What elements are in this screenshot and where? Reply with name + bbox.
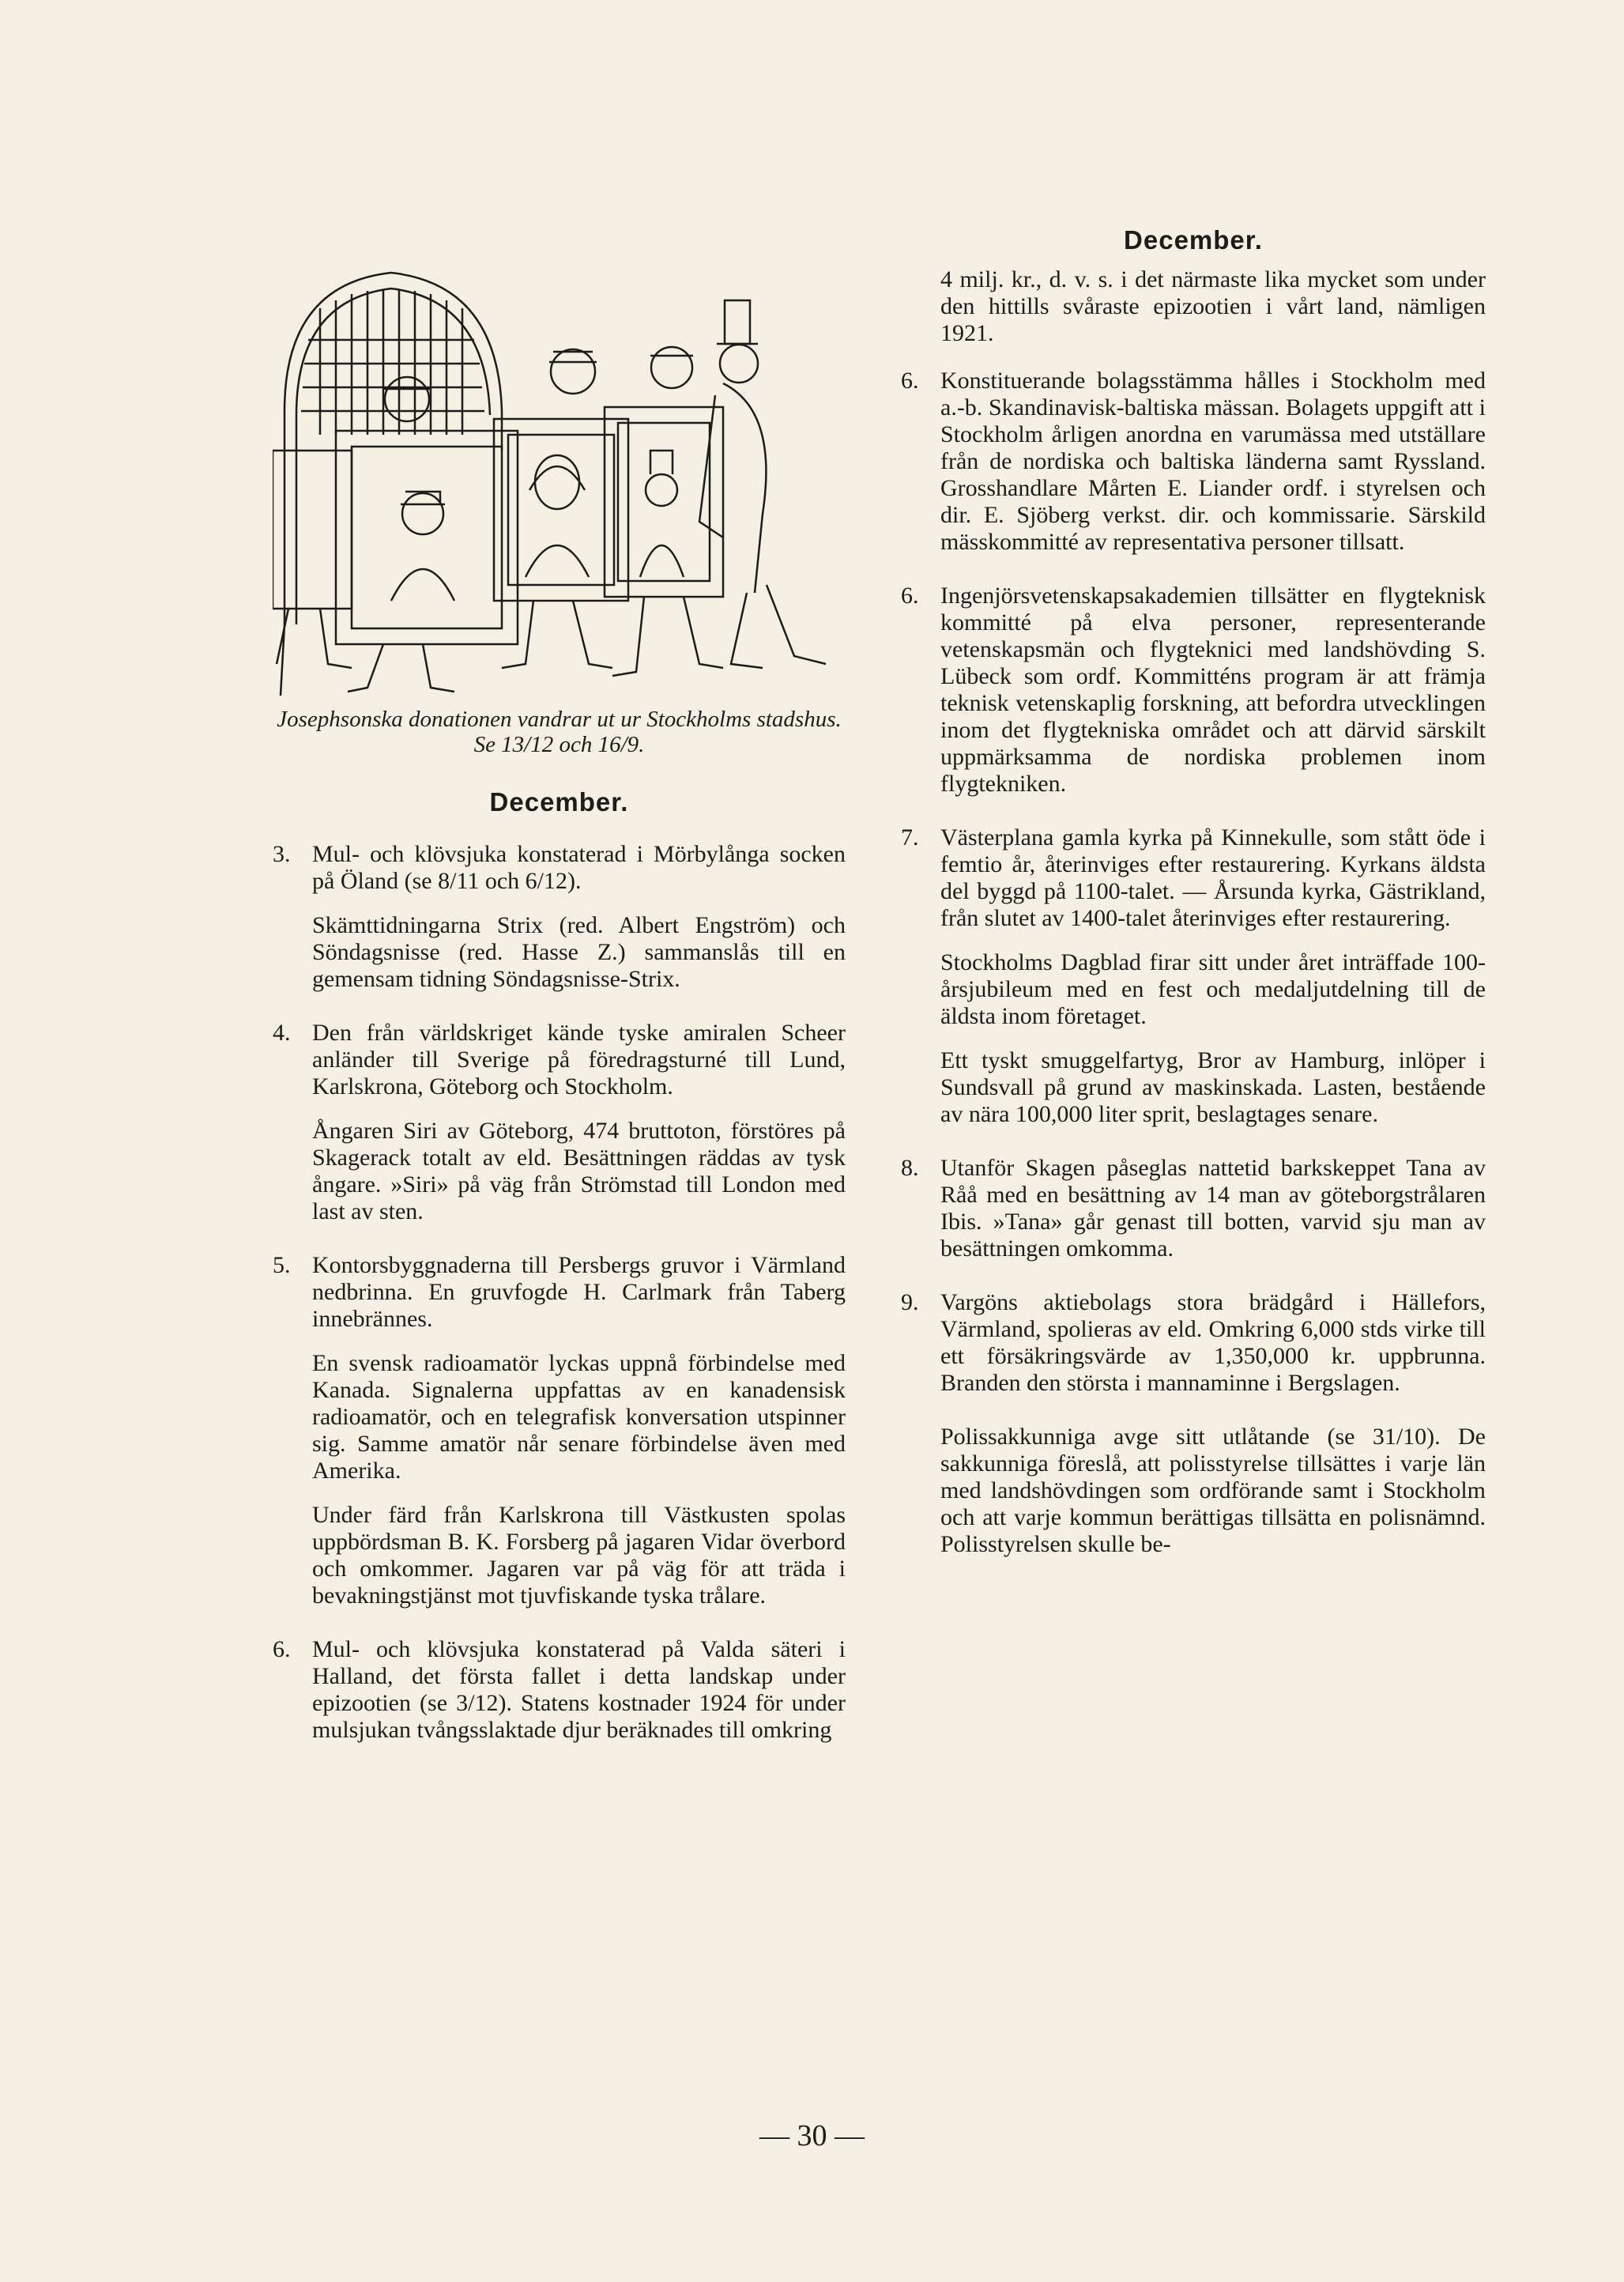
entry-number: 3. bbox=[273, 841, 291, 867]
entry-left-4 bbox=[273, 1020, 846, 1225]
entry-paragraph: Västerplana gamla kyrka på Kinnekulle, som stått öde i femtio år, återinviges efter restaurering. Kyrkans äldsta del byggd på 1100-talet. — Årsunda kyrka, Gästrikland, från slutet av 1400-talet återinviges efter restaurering. bbox=[940, 824, 1486, 931]
entry-paragraph: Vargöns aktiebolags stora brädgård i Hällefors, Värmland, spolieras av eld. Omkring 6,000 stds virke till ett försäkringsvärde av 1,350,000 kr. uppbrunna. Branden den största i mannaminne i Bergslagen. bbox=[940, 1289, 1486, 1396]
entry-number: 9. bbox=[901, 1289, 919, 1315]
entry-left-6 bbox=[273, 1636, 846, 1744]
entry-paragraph: Mul- och klövsjuka konstaterad på Valda säteri i Halland, det första fallet i detta landskap under epizootien (se 3/12). Statens kostnader 1924 för under mulsjukan tvångsslaktade djur beräknades till omkring bbox=[312, 1636, 846, 1743]
entry-number: 6. bbox=[901, 368, 919, 394]
entry-continuation bbox=[901, 266, 1486, 347]
entry-left-3 bbox=[273, 841, 846, 993]
page-number: — 30 — bbox=[759, 2119, 865, 2152]
entry-paragraph: Skämttidningarna Strix (red. Albert Engström) och Söndagsnisse (red. Hasse Z.) sammanslås till en gemensam tidning Söndagsnisse-Strix. bbox=[312, 912, 846, 992]
entry-paragraph: En svensk radioamatör lyckas uppnå förbindelse med Kanada. Signalerna uppfattas av en kanadensisk radioamatör, och en telegrafisk konversation utspinner sig. Samme amatör når senare förbindelse även med Amerika. bbox=[312, 1350, 846, 1484]
right-heading: December. bbox=[1124, 225, 1263, 255]
entry-right-6b bbox=[901, 583, 1486, 798]
entry-paragraph: Ångaren Siri av Göteborg, 474 bruttoton, förstöres på Skagerack totalt av eld. Besättningen räddas av tysk ångare. »Siri» på väg från Strömstad till London med last av sten. bbox=[312, 1118, 846, 1224]
illustration-caption: Josephsonska donationen vandrar ut ur Stockholms stadshus. Se 13/12 och 16/9. bbox=[277, 707, 842, 757]
entry-number: 4. bbox=[273, 1020, 291, 1046]
entry-paragraph: Stockholms Dagblad firar sitt under året inträffade 100-årsjubileum med en fest och medaljutdelning till de äldsta inom företaget. bbox=[940, 949, 1486, 1029]
entry-number: 7. bbox=[901, 824, 919, 851]
right-column bbox=[901, 225, 1486, 1585]
entry-left-5 bbox=[273, 1252, 846, 1609]
left-column bbox=[273, 253, 846, 1771]
entry-number: 6. bbox=[901, 583, 919, 609]
entry-paragraph: Kontorsbyggnaderna till Persbergs gruvor i Värmland nedbrinna. En gruvfogde H. Carlmark från Taberg innebrännes. bbox=[312, 1252, 846, 1332]
cartoon-illustration bbox=[273, 253, 846, 696]
entry-number: 8. bbox=[901, 1155, 919, 1181]
entry-paragraph: Ett tyskt smuggelfartyg, Bror av Hamburg, inlöper i Sundsvall på grund av maskinskada. Lasten, bestående av nära 100,000 liter sprit, beslagtages senare. bbox=[940, 1047, 1486, 1127]
entry-paragraph: 4 milj. kr., d. v. s. i det närmaste lika mycket som under den hittills svåraste epizootien i vårt land, nämligen 1921. bbox=[940, 266, 1486, 346]
entry-number: 5. bbox=[273, 1252, 291, 1278]
entry-number: 6. bbox=[273, 1636, 291, 1662]
entry-right-7 bbox=[901, 824, 1486, 1128]
entry-paragraph: Mul- och klövsjuka konstaterad i Mörbylånga socken på Öland (se 8/11 och 6/12). bbox=[312, 841, 846, 894]
entry-paragraph: Ingenjörsvetenskapsakademien tillsätter en flygteknisk kommitté på elva personer, representerande vetenskapsmän och flygteknici med landshövding S. Lübeck som ordf. Kommitténs program är att främja teknisk vetenskaplig forskning, att befordra utvecklingen inom det flygtekniska området och att därvid särskilt uppmärksamma de nordiska problemen inom flygtekniken. bbox=[940, 583, 1486, 797]
entry-paragraph: Utanför Skagen påseglas nattetid barkskeppet Tana av Råå med en besättning av 14 man av göteborgstrålaren Ibis. »Tana» går genast till botten, varvid sju man av besättningen omkomma. bbox=[940, 1155, 1486, 1262]
entry-paragraph: Konstituerande bolagsstämma hålles i Stockholm med a.-b. Skandinavisk-baltiska mässan. Bolagets uppgift att i Stockholm årligen anordna en varumässa med utställare från de nordiska och baltiska länderna samt Ryssland. Grosshandlare Mårten E. Liander ordf. i styrelsen och dir. E. Sjöberg verkst. dir. och kommissarie. Särskild mässkommitté av representativa personer tillsatt. bbox=[940, 368, 1486, 555]
entry-right-9 bbox=[901, 1289, 1486, 1558]
entry-paragraph: Polissakkunniga avge sitt utlåtande (se 31/10). De sakkunniga föreslå, att polisstyrelse tillsättes i varje län med landshövdingen som ordförande samt i Stockholm och att varje kommun berättigas tillsätta en polisnämnd. Polisstyrelsen skulle be- bbox=[940, 1424, 1486, 1557]
entry-paragraph: Under färd från Karlskrona till Västkusten spolas uppbördsman B. K. Forsberg på jagaren Vidar överbord och omkommer. Jagaren var på väg för att träda i bevakningstjänst mot tjuvfiskande tyska trålare. bbox=[312, 1502, 846, 1609]
entry-paragraph: Den från världskriget kände tyske amiralen Scheer anländer till Sverige på föredragsturné till Lund, Karlskrona, Göteborg och Stockholm. bbox=[312, 1020, 846, 1100]
entry-right-6a bbox=[901, 368, 1486, 556]
left-heading: December. bbox=[489, 787, 629, 817]
entry-right-8 bbox=[901, 1155, 1486, 1262]
